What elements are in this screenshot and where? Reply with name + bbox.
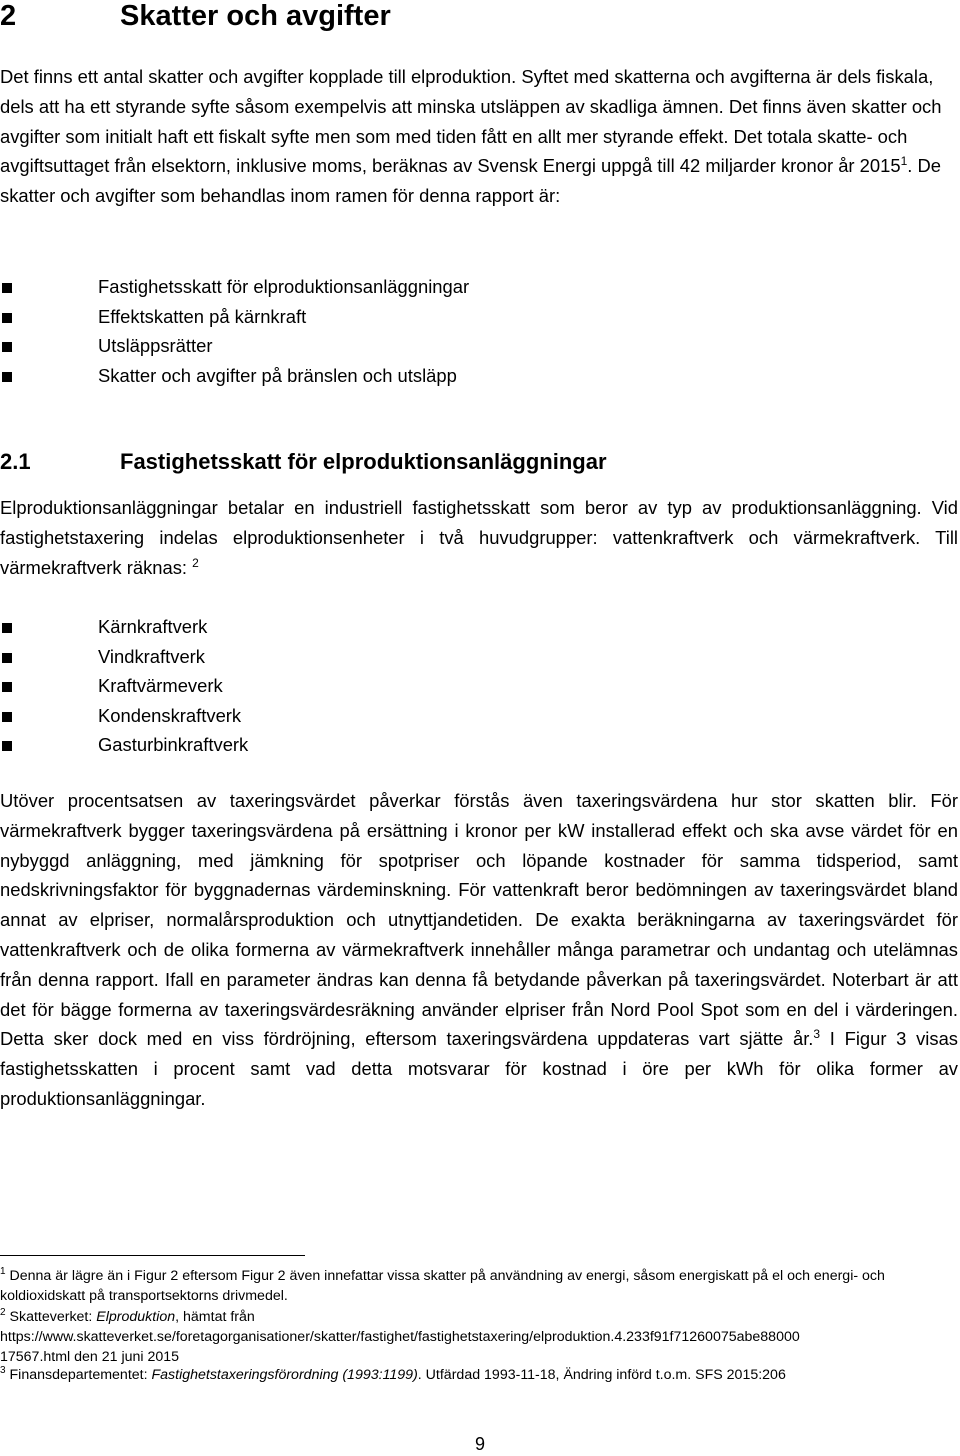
bullet-square-icon [2,623,12,633]
list-item [0,272,469,302]
bullet-square-icon [2,313,12,323]
list-item-label: Utsläppsrätter [98,335,213,357]
list-item-label: Effektskatten på kärnkraft [98,305,307,327]
list-item-label: Kraftvärmeverk [98,675,223,697]
list-item [0,302,469,332]
footnote-text: Finansdepartementet: [9,1367,152,1383]
body-text: Utöver procentsatsen av taxeringsvärdet påverkar förstås även taxeringsvärdena hur stor skatten blir. För värmekraftverk bygger taxeringsvärdena på ersättning i kronor per kW installerad effekt och ska avse värdet för en nybyggd anläggning, med jämkning för spotpriser och löpande kostnader för samma tidsperiod, samt nedskrivningsfaktor för byggnadernas värdeminskning. För vattenkraft beror bedömningen av taxeringsvärdet bland annat av elpriser, normalårsproduktion och utnyttjandetiden. De exakta beräkningarna av taxeringsvärdet för vattenkraftverk och de olika formerna av värmekraftverk innehåller många parametrar och undantag och utelämnas från denna rapport. Ifall en parameter ändras kan denna få betydande påverkan på taxeringsvärdet. Noterbart är att det för bägge formerna av taxeringsvärdesräkning använder elpriser från Nord Pool Spot som en del i värderingen. Detta sker dock med en viss fördröjning, eftersom taxeringsvärdena uppdateras vart sjätte år. [0,790,958,1050]
list-item [0,671,248,701]
footnote-link-tail: 17567.html den 21 juni 2015 [0,1349,180,1365]
footnote-text: Skatteverket: [9,1309,97,1325]
footnote-link[interactable]: https://www.skatteverket.se/foretagorganisationer/skatter/fastighet/fastighetstaxering/elproduktion.4.233f91f71260075abe88000 [0,1329,800,1345]
section-heading [0,445,607,479]
bullet-square-icon [2,682,12,692]
chapter-heading [0,0,391,36]
section-text: Elproduktionsanläggningar betalar en industriell fastighetsskatt som beror av typ av produktionsanläggning. Vid fastighetstaxering indelas elproduktionsenheter i två huvudgrupper: vattenkraftverk och värmekraftverk. Till värmekraftverk räknas: [0,497,958,578]
chapter-number: 2 [0,0,17,32]
footnote-number: 3 [0,1365,6,1376]
list-item [0,361,469,391]
list-item-label: Skatter och avgifter på bränslen och utsläpp [98,364,457,386]
section-title: Fastighetsskatt för elproduktionsanläggningar [120,449,607,474]
footnote-title: Fastighetstaxeringsförordning (1993:1199) [151,1367,418,1383]
footnote-3 [0,1365,958,1385]
footnote-number: 2 [0,1307,6,1318]
list-item [0,331,469,361]
footnote-text: Denna är lägre än i Figur 2 eftersom Figur 2 även innefattar vissa skatter på användning av energi, såsom energiskatt på el och energi- och koldioxidskatt på transportsektorns drivmedel. [0,1268,885,1304]
body-paragraph [0,786,958,1114]
list-item [0,612,248,642]
footnote-divider [0,1255,305,1256]
footnote-1 [0,1266,958,1306]
footnote-ref-3[interactable]: 3 [813,1027,821,1042]
list-item-label: Kondenskraftverk [98,704,242,726]
footnote-ref-1[interactable]: 1 [900,154,908,169]
intro-text-tail: . De skatter och avgifter som behandlas inom ramen för denna rapport är: [0,155,941,207]
bullet-square-icon [2,372,12,382]
list-item-label: Fastighetsskatt för elproduktionsanläggningar [98,276,470,297]
list-item-label: Kärnkraftverk [98,616,208,637]
footnote-2 [0,1307,958,1367]
list-item-label: Gasturbinkraftverk [98,734,249,756]
intro-text: Det finns ett antal skatter och avgifter kopplade till elproduktion. Syftet med skatterna och avgifterna är dels fiskala, dels att ha ett styrande syfte såsom exempelvis att minska utsläppen av skadliga ämnen. Det finns även skatter och avgifter som initialt haft ett fiskalt syfte men som med tiden fått en allt mer styrande effekt. Det totala skatte- och avgiftsuttaget från elsektorn, inklusive moms, beräknas av Svensk Energi uppgå till 42 miljarder kronor år 2015 [0,66,942,177]
list-item-label: Vindkraftverk [98,645,205,667]
bullet-square-icon [2,741,12,751]
footnote-number: 1 [0,1266,6,1277]
list-item [0,701,248,731]
footnote-title: Elproduktion [96,1309,176,1325]
chapter-title: Skatter och avgifter [120,0,391,32]
list-item [0,642,248,672]
bullet-square-icon [2,283,12,293]
tax-list [0,272,469,390]
section-number: 2.1 [0,449,31,474]
section-paragraph [0,493,958,582]
footnote-text: . Utfärdad 1993-11-18, Ändring införd t.o.m. SFS 2015:206 [417,1367,786,1383]
footnote-ref-2[interactable]: 2 [192,555,199,570]
footnote-text: , hämtat från [175,1309,255,1325]
bullet-square-icon [2,342,12,352]
bullet-square-icon [2,712,12,722]
intro-paragraph [0,62,958,211]
bullet-square-icon [2,653,12,663]
list-item [0,730,248,760]
plant-type-list [0,612,248,760]
page-number: 9 [474,1434,485,1454]
body-text-tail: I Figur 3 visas fastighetsskatten i procent samt vad detta motsvarar för kostnad i öre per kWh för olika former av produktionsanläggningar. [0,1028,958,1109]
